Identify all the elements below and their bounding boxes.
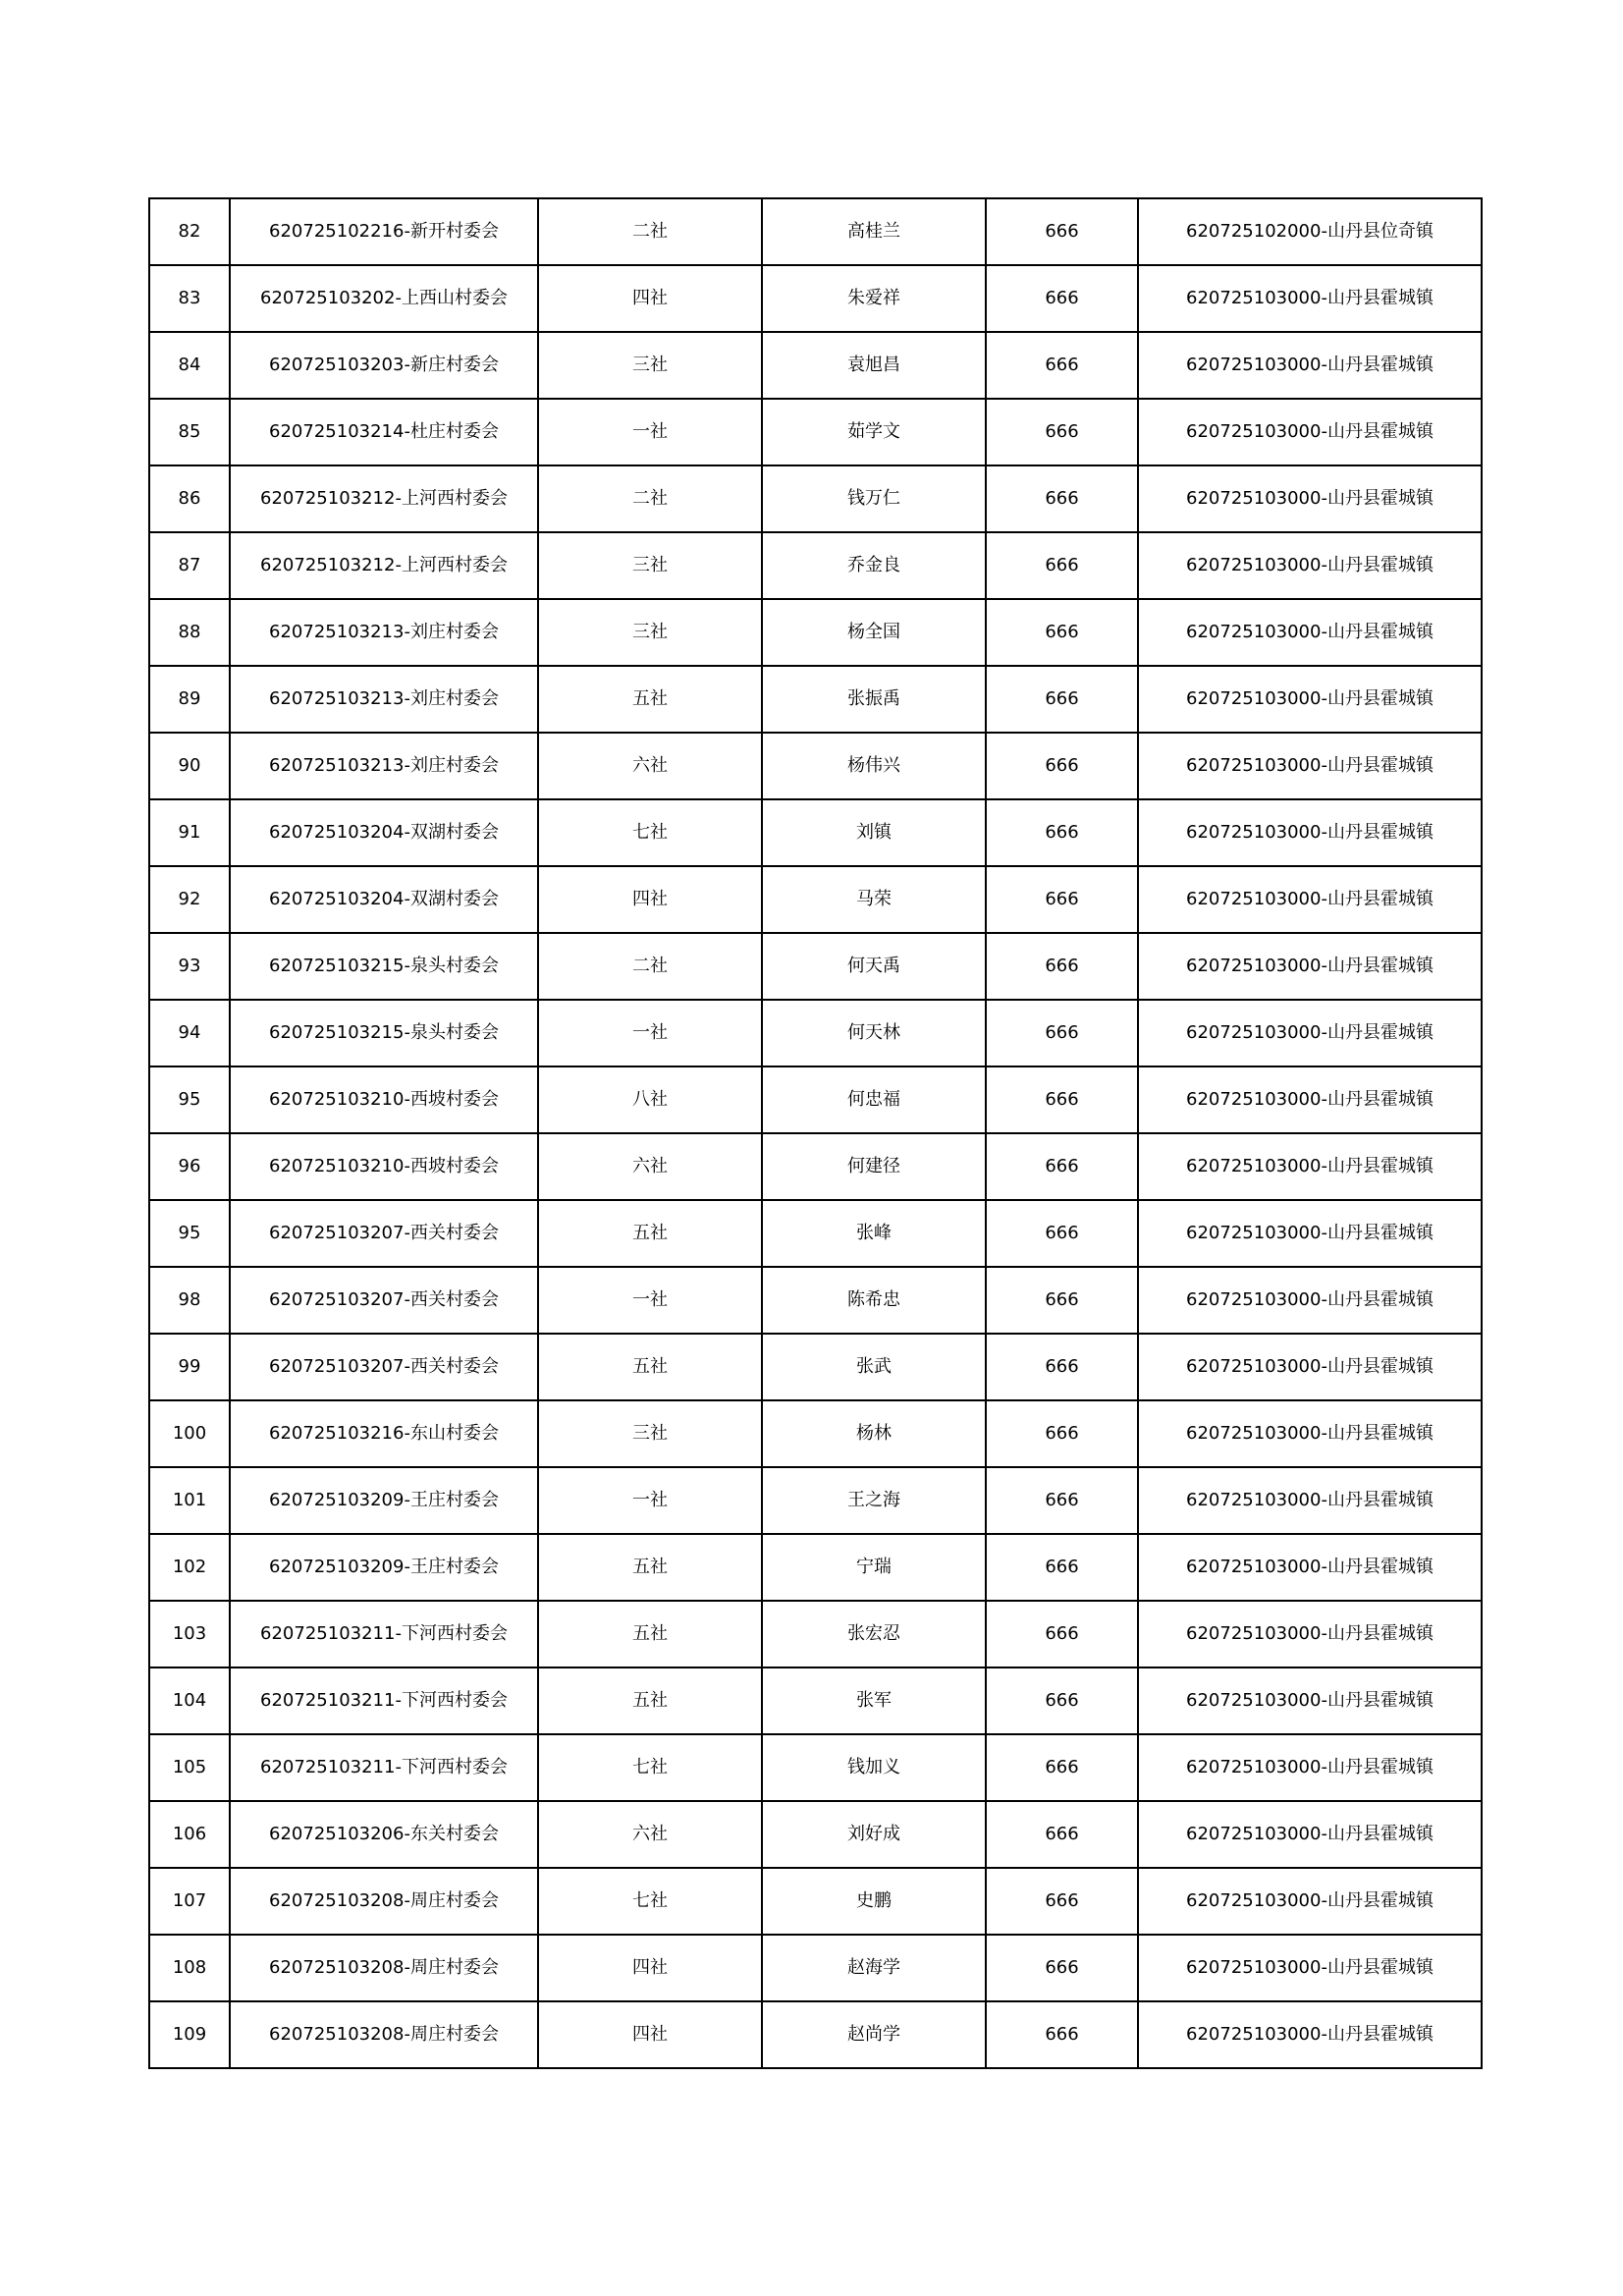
group-cell: 六社	[538, 1801, 762, 1868]
group-cell: 五社	[538, 1667, 762, 1734]
township-cell: 620725103000-山丹县霍城镇	[1138, 1467, 1482, 1534]
person-name-cell: 茹学文	[762, 399, 986, 465]
township-cell: 620725103000-山丹县霍城镇	[1138, 1267, 1482, 1334]
row-number-cell: 88	[149, 599, 230, 666]
group-cell: 五社	[538, 1334, 762, 1400]
person-name-cell: 赵海学	[762, 1935, 986, 2001]
village-committee-cell: 620725103212-上河西村委会	[230, 465, 538, 532]
row-number-cell: 106	[149, 1801, 230, 1868]
village-committee-cell: 620725102216-新开村委会	[230, 198, 538, 265]
person-name-cell: 杨全国	[762, 599, 986, 666]
group-cell: 一社	[538, 1000, 762, 1066]
group-cell: 三社	[538, 532, 762, 599]
row-number-cell: 102	[149, 1534, 230, 1601]
row-number-cell: 82	[149, 198, 230, 265]
township-cell: 620725103000-山丹县霍城镇	[1138, 866, 1482, 933]
township-cell: 620725103000-山丹县霍城镇	[1138, 265, 1482, 332]
amount-cell: 666	[986, 1667, 1138, 1734]
township-cell: 620725103000-山丹县霍城镇	[1138, 1868, 1482, 1935]
table-row	[149, 465, 1482, 532]
group-cell: 三社	[538, 599, 762, 666]
amount-cell: 666	[986, 1601, 1138, 1667]
village-committee-cell: 620725103213-刘庄村委会	[230, 666, 538, 733]
village-committee-cell: 620725103207-西关村委会	[230, 1267, 538, 1334]
table-row	[149, 399, 1482, 465]
person-name-cell: 杨伟兴	[762, 733, 986, 799]
row-number-cell: 103	[149, 1601, 230, 1667]
table-row	[149, 1200, 1482, 1267]
table-row	[149, 265, 1482, 332]
table-row	[149, 1000, 1482, 1066]
village-committee-cell: 620725103213-刘庄村委会	[230, 599, 538, 666]
person-name-cell: 宁瑞	[762, 1534, 986, 1601]
person-name-cell: 杨林	[762, 1400, 986, 1467]
person-name-cell: 何建径	[762, 1133, 986, 1200]
group-cell: 四社	[538, 2001, 762, 2068]
township-cell: 620725103000-山丹县霍城镇	[1138, 933, 1482, 1000]
township-cell: 620725103000-山丹县霍城镇	[1138, 399, 1482, 465]
row-number-cell: 94	[149, 1000, 230, 1066]
amount-cell: 666	[986, 1734, 1138, 1801]
person-name-cell: 何天林	[762, 1000, 986, 1066]
table-row	[149, 866, 1482, 933]
group-cell: 七社	[538, 799, 762, 866]
row-number-cell: 83	[149, 265, 230, 332]
row-number-cell: 107	[149, 1868, 230, 1935]
table-row	[149, 1334, 1482, 1400]
table-row	[149, 1267, 1482, 1334]
township-cell: 620725103000-山丹县霍城镇	[1138, 465, 1482, 532]
group-cell: 六社	[538, 733, 762, 799]
township-cell: 620725103000-山丹县霍城镇	[1138, 666, 1482, 733]
person-name-cell: 张峰	[762, 1200, 986, 1267]
table-row	[149, 1400, 1482, 1467]
amount-cell: 666	[986, 1467, 1138, 1534]
group-cell: 三社	[538, 332, 762, 399]
township-cell: 620725103000-山丹县霍城镇	[1138, 1801, 1482, 1868]
row-number-cell: 86	[149, 465, 230, 532]
amount-cell: 666	[986, 1200, 1138, 1267]
person-name-cell: 袁旭昌	[762, 332, 986, 399]
person-name-cell: 乔金良	[762, 532, 986, 599]
amount-cell: 666	[986, 1935, 1138, 2001]
table-row	[149, 1601, 1482, 1667]
table-row	[149, 1066, 1482, 1133]
person-name-cell: 刘镇	[762, 799, 986, 866]
amount-cell: 666	[986, 733, 1138, 799]
village-committee-cell: 620725103208-周庄村委会	[230, 1868, 538, 1935]
amount-cell: 666	[986, 265, 1138, 332]
amount-cell: 666	[986, 666, 1138, 733]
township-cell: 620725103000-山丹县霍城镇	[1138, 1200, 1482, 1267]
row-number-cell: 91	[149, 799, 230, 866]
amount-cell: 666	[986, 332, 1138, 399]
row-number-cell: 100	[149, 1400, 230, 1467]
group-cell: 三社	[538, 1400, 762, 1467]
village-committee-cell: 620725103208-周庄村委会	[230, 1935, 538, 2001]
table-row	[149, 599, 1482, 666]
person-name-cell: 钱加义	[762, 1734, 986, 1801]
amount-cell: 666	[986, 1066, 1138, 1133]
row-number-cell: 95	[149, 1200, 230, 1267]
amount-cell: 666	[986, 1334, 1138, 1400]
amount-cell: 666	[986, 2001, 1138, 2068]
village-committee-cell: 620725103203-新庄村委会	[230, 332, 538, 399]
group-cell: 四社	[538, 1935, 762, 2001]
amount-cell: 666	[986, 1000, 1138, 1066]
village-committee-cell: 620725103207-西关村委会	[230, 1334, 538, 1400]
table-row	[149, 532, 1482, 599]
row-number-cell: 95	[149, 1066, 230, 1133]
row-number-cell: 92	[149, 866, 230, 933]
village-committee-cell: 620725103214-杜庄村委会	[230, 399, 538, 465]
group-cell: 八社	[538, 1066, 762, 1133]
amount-cell: 666	[986, 1133, 1138, 1200]
person-name-cell: 赵尚学	[762, 2001, 986, 2068]
village-committee-cell: 620725103208-周庄村委会	[230, 2001, 538, 2068]
table-row	[149, 1734, 1482, 1801]
table-row	[149, 198, 1482, 265]
township-cell: 620725103000-山丹县霍城镇	[1138, 599, 1482, 666]
person-name-cell: 张军	[762, 1667, 986, 1734]
amount-cell: 666	[986, 933, 1138, 1000]
township-cell: 620725103000-山丹县霍城镇	[1138, 332, 1482, 399]
group-cell: 一社	[538, 1267, 762, 1334]
group-cell: 五社	[538, 666, 762, 733]
township-cell: 620725103000-山丹县霍城镇	[1138, 1133, 1482, 1200]
person-name-cell: 朱爱祥	[762, 265, 986, 332]
village-committee-cell: 620725103210-西坡村委会	[230, 1066, 538, 1133]
table-row	[149, 1935, 1482, 2001]
row-number-cell: 87	[149, 532, 230, 599]
township-cell: 620725103000-山丹县霍城镇	[1138, 1334, 1482, 1400]
group-cell: 二社	[538, 465, 762, 532]
group-cell: 二社	[538, 933, 762, 1000]
village-committee-cell: 620725103213-刘庄村委会	[230, 733, 538, 799]
village-committee-cell: 620725103202-上西山村委会	[230, 265, 538, 332]
village-committee-cell: 620725103215-泉头村委会	[230, 933, 538, 1000]
amount-cell: 666	[986, 532, 1138, 599]
person-name-cell: 张振禹	[762, 666, 986, 733]
row-number-cell: 85	[149, 399, 230, 465]
amount-cell: 666	[986, 599, 1138, 666]
village-committee-cell: 620725103212-上河西村委会	[230, 532, 538, 599]
row-number-cell: 105	[149, 1734, 230, 1801]
village-committee-cell: 620725103210-西坡村委会	[230, 1133, 538, 1200]
village-committee-cell: 620725103204-双湖村委会	[230, 866, 538, 933]
table-row	[149, 1133, 1482, 1200]
row-number-cell: 101	[149, 1467, 230, 1534]
person-name-cell: 史鹏	[762, 1868, 986, 1935]
township-cell: 620725103000-山丹县霍城镇	[1138, 1601, 1482, 1667]
group-cell: 五社	[538, 1534, 762, 1601]
row-number-cell: 98	[149, 1267, 230, 1334]
group-cell: 一社	[538, 399, 762, 465]
amount-cell: 666	[986, 1400, 1138, 1467]
table-row	[149, 1868, 1482, 1935]
village-committee-cell: 620725103216-东山村委会	[230, 1400, 538, 1467]
person-name-cell: 刘好成	[762, 1801, 986, 1868]
group-cell: 七社	[538, 1734, 762, 1801]
amount-cell: 666	[986, 465, 1138, 532]
amount-cell: 666	[986, 1868, 1138, 1935]
township-cell: 620725103000-山丹县霍城镇	[1138, 2001, 1482, 2068]
row-number-cell: 93	[149, 933, 230, 1000]
amount-cell: 666	[986, 399, 1138, 465]
row-number-cell: 89	[149, 666, 230, 733]
township-cell: 620725103000-山丹县霍城镇	[1138, 1066, 1482, 1133]
roster-table-body	[149, 198, 1482, 2068]
amount-cell: 666	[986, 1267, 1138, 1334]
table-row	[149, 1467, 1482, 1534]
row-number-cell: 109	[149, 2001, 230, 2068]
person-name-cell: 马荣	[762, 866, 986, 933]
table-row	[149, 666, 1482, 733]
row-number-cell: 108	[149, 1935, 230, 2001]
table-row	[149, 1801, 1482, 1868]
township-cell: 620725102000-山丹县位奇镇	[1138, 198, 1482, 265]
person-name-cell: 张宏忍	[762, 1601, 986, 1667]
village-committee-cell: 620725103215-泉头村委会	[230, 1000, 538, 1066]
row-number-cell: 90	[149, 733, 230, 799]
township-cell: 620725103000-山丹县霍城镇	[1138, 733, 1482, 799]
person-name-cell: 何天禹	[762, 933, 986, 1000]
table-row	[149, 733, 1482, 799]
amount-cell: 666	[986, 198, 1138, 265]
group-cell: 五社	[538, 1200, 762, 1267]
group-cell: 五社	[538, 1601, 762, 1667]
group-cell: 一社	[538, 1467, 762, 1534]
township-cell: 620725103000-山丹县霍城镇	[1138, 1534, 1482, 1601]
amount-cell: 666	[986, 799, 1138, 866]
group-cell: 四社	[538, 265, 762, 332]
row-number-cell: 96	[149, 1133, 230, 1200]
township-cell: 620725103000-山丹县霍城镇	[1138, 532, 1482, 599]
township-cell: 620725103000-山丹县霍城镇	[1138, 799, 1482, 866]
row-number-cell: 84	[149, 332, 230, 399]
township-cell: 620725103000-山丹县霍城镇	[1138, 1734, 1482, 1801]
table-row	[149, 332, 1482, 399]
village-committee-cell: 620725103211-下河西村委会	[230, 1734, 538, 1801]
amount-cell: 666	[986, 866, 1138, 933]
row-number-cell: 99	[149, 1334, 230, 1400]
person-name-cell: 张武	[762, 1334, 986, 1400]
amount-cell: 666	[986, 1801, 1138, 1868]
group-cell: 四社	[538, 866, 762, 933]
table-row	[149, 1534, 1482, 1601]
village-committee-cell: 620725103206-东关村委会	[230, 1801, 538, 1868]
township-cell: 620725103000-山丹县霍城镇	[1138, 1400, 1482, 1467]
table-row	[149, 1667, 1482, 1734]
person-name-cell: 陈希忠	[762, 1267, 986, 1334]
amount-cell: 666	[986, 1534, 1138, 1601]
group-cell: 六社	[538, 1133, 762, 1200]
village-committee-cell: 620725103209-王庄村委会	[230, 1467, 538, 1534]
township-cell: 620725103000-山丹县霍城镇	[1138, 1935, 1482, 2001]
roster-table	[148, 197, 1483, 2069]
group-cell: 二社	[538, 198, 762, 265]
village-committee-cell: 620725103211-下河西村委会	[230, 1601, 538, 1667]
township-cell: 620725103000-山丹县霍城镇	[1138, 1000, 1482, 1066]
village-committee-cell: 620725103211-下河西村委会	[230, 1667, 538, 1734]
table-row	[149, 933, 1482, 1000]
group-cell: 七社	[538, 1868, 762, 1935]
village-committee-cell: 620725103207-西关村委会	[230, 1200, 538, 1267]
person-name-cell: 高桂兰	[762, 198, 986, 265]
table-row	[149, 799, 1482, 866]
row-number-cell: 104	[149, 1667, 230, 1734]
person-name-cell: 王之海	[762, 1467, 986, 1534]
person-name-cell: 何忠福	[762, 1066, 986, 1133]
village-committee-cell: 620725103209-王庄村委会	[230, 1534, 538, 1601]
table-row	[149, 2001, 1482, 2068]
township-cell: 620725103000-山丹县霍城镇	[1138, 1667, 1482, 1734]
person-name-cell: 钱万仁	[762, 465, 986, 532]
village-committee-cell: 620725103204-双湖村委会	[230, 799, 538, 866]
